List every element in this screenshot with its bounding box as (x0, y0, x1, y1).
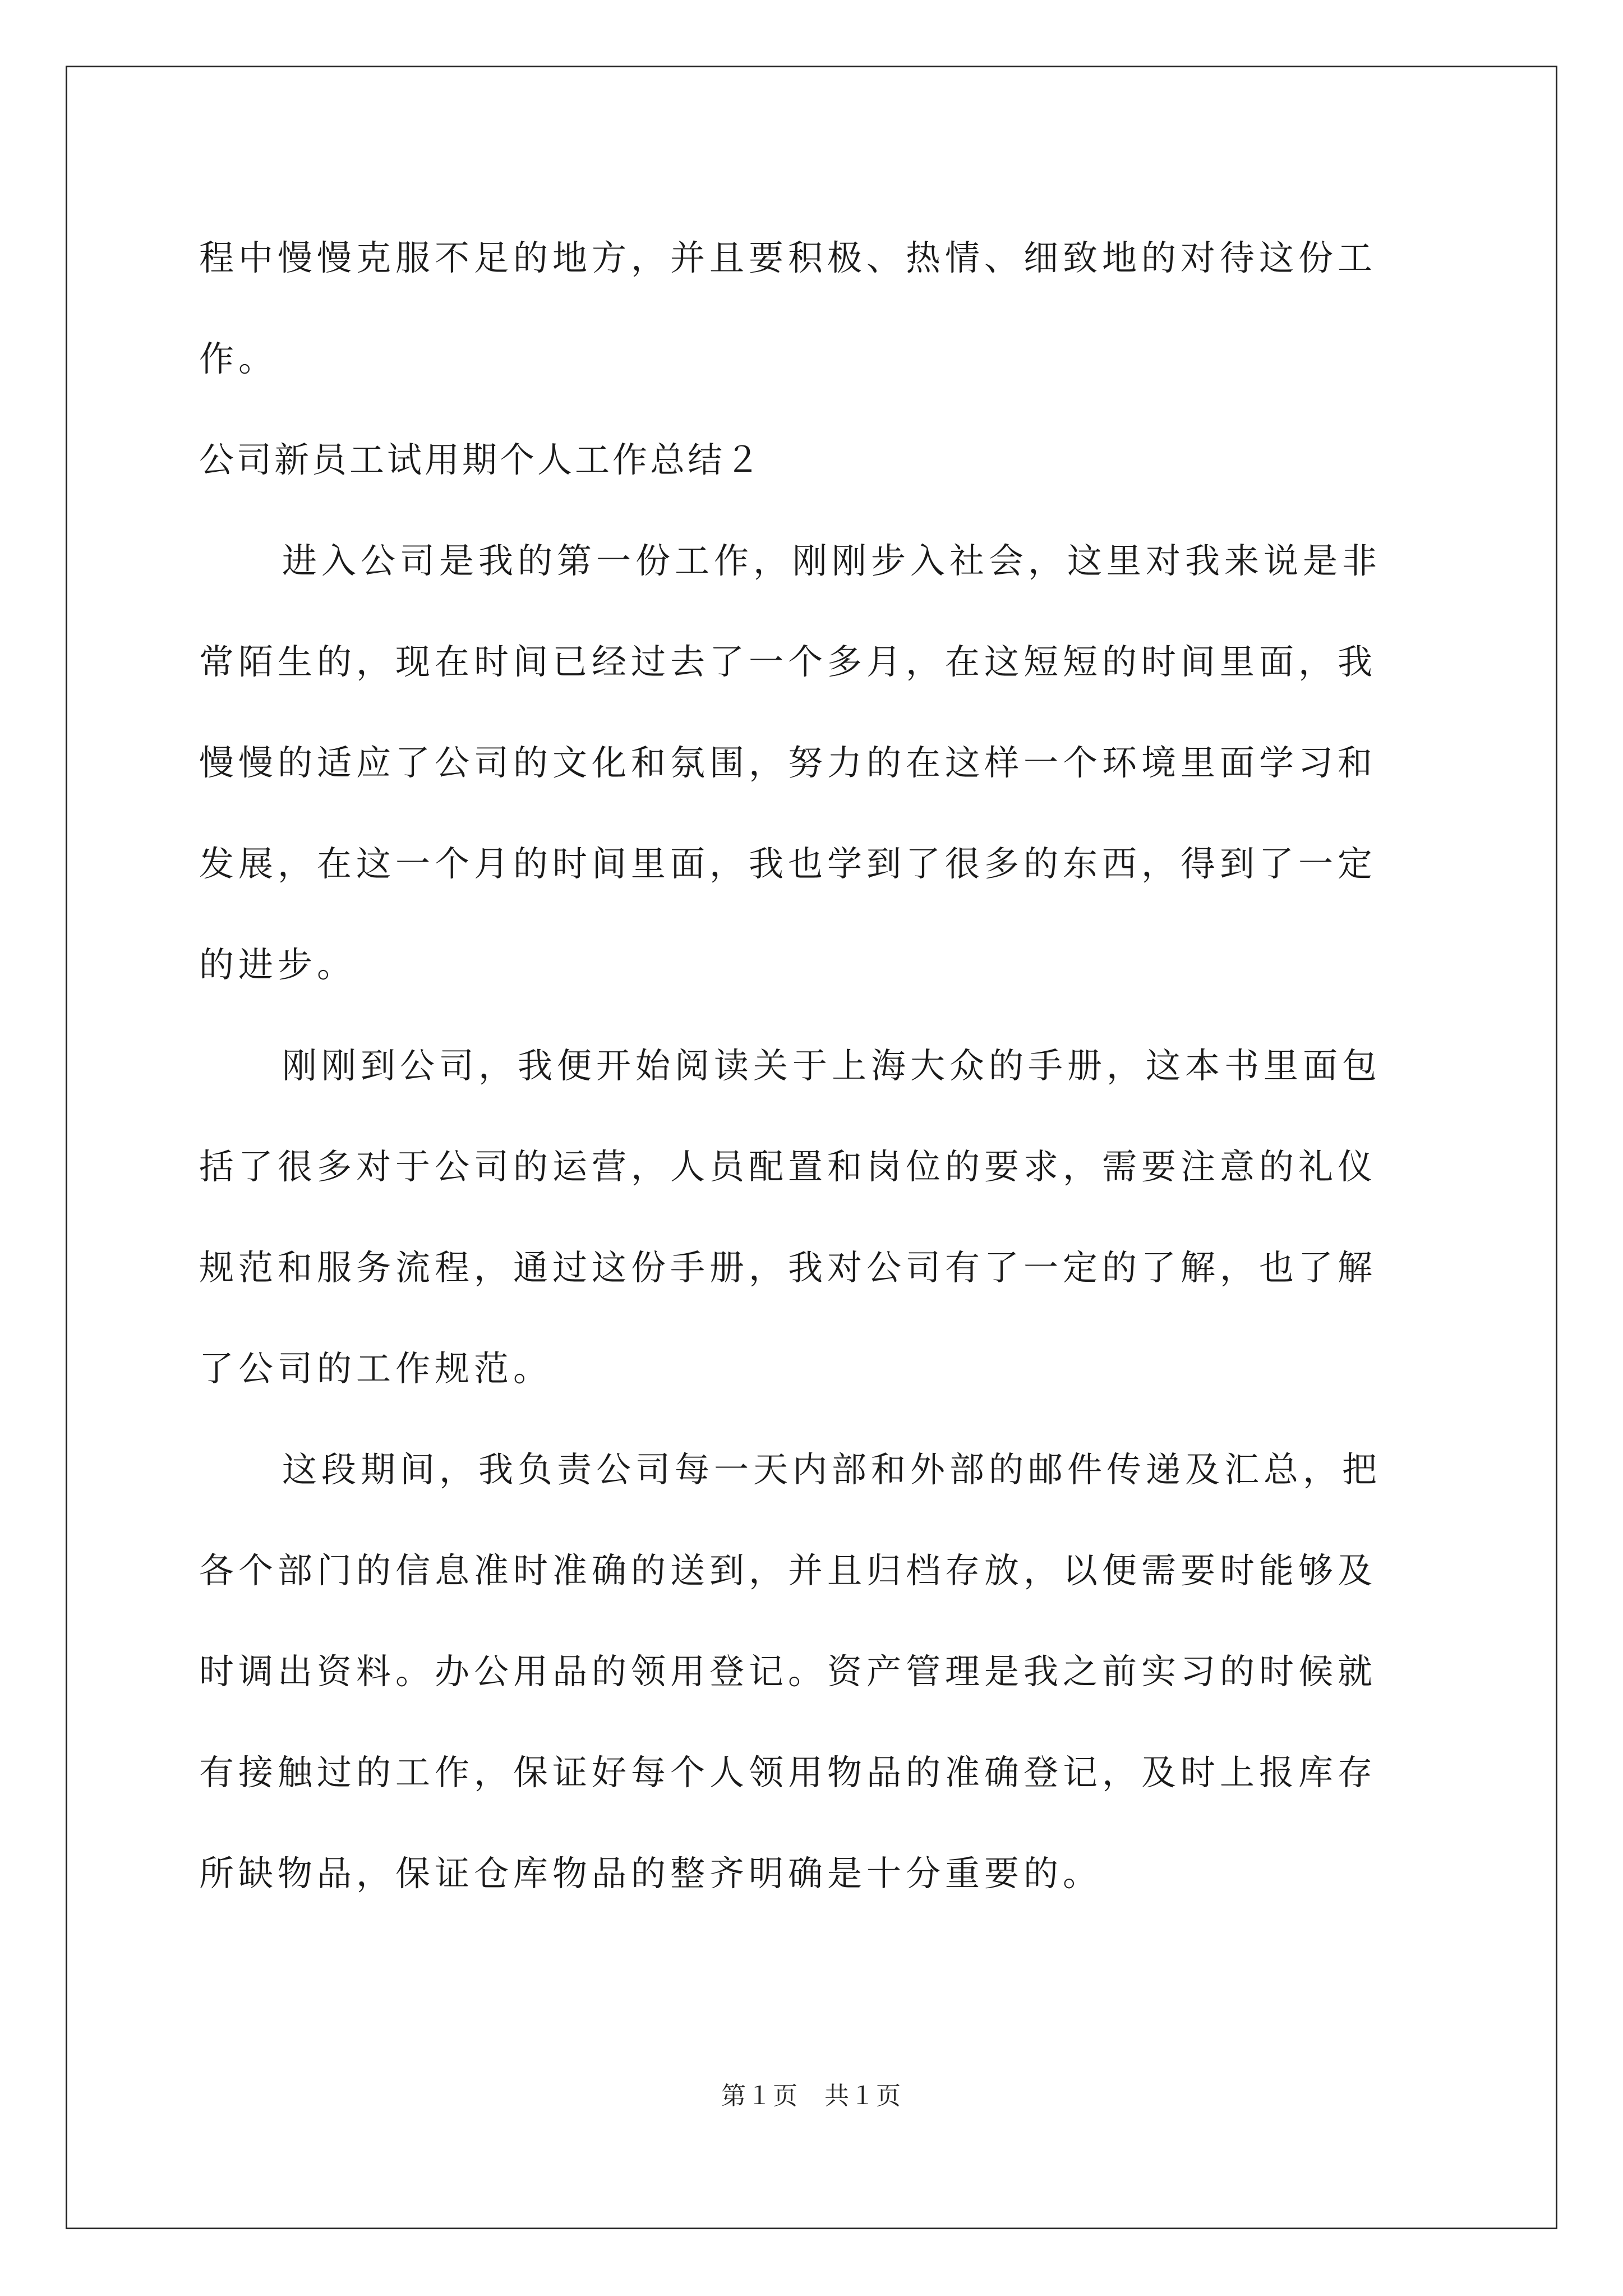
text-line: 这段期间，我负责公司每一天内部和外部的邮件传递及汇总，把 (282, 1449, 1382, 1490)
paragraph (199, 1015, 1427, 1419)
text-line: 各个部门的信息准时准确的送到，并且归档存放，以便需要时能够及 (199, 1550, 1377, 1591)
text-line: 常陌生的，现在时间已经过去了一个多月，在这短短的时间里面，我 (199, 641, 1377, 682)
text-line: 有接触过的工作，保证好每个人领用物品的准确登记，及时上报库存 (199, 1752, 1377, 1793)
text-line: 的进步。 (199, 944, 357, 985)
text-line: 所缺物品，保证仓库物品的整齐明确是十分重要的。 (199, 1853, 1103, 1894)
text-line: 慢慢的适应了公司的文化和氛围，努力的在这样一个环境里面学习和 (199, 742, 1377, 783)
text-line: 时调出资料。办公用品的领用登记。资产管理是我之前实习的时候就 (199, 1651, 1377, 1692)
text-line: 规范和服务流程，通过这份手册，我对公司有了一定的了解，也了解 (199, 1247, 1377, 1288)
paragraph (199, 1419, 1427, 1924)
document-body (199, 208, 1427, 1924)
text-line: 刚刚到公司，我便开始阅读关于上海大众的手册，这本书里面包 (282, 1045, 1382, 1086)
section-title: 公司新员工试用期个人工作总结２ (199, 439, 763, 480)
text-line: 作。 (199, 338, 278, 379)
text-line: 了公司的工作规范。 (199, 1348, 553, 1389)
page-number-footer: 第１页 共１页 (721, 2082, 902, 2110)
text-line: 进入公司是我的第一份工作，刚刚步入社会，这里对我来说是非 (282, 540, 1382, 581)
text-line: 括了很多对于公司的运营，人员配置和岗位的要求，需要注意的礼仪 (199, 1146, 1377, 1187)
paragraph (199, 510, 1427, 1015)
text-line: 程中慢慢克服不足的地方，并且要积极、热情、细致地的对待这份工 (199, 237, 1377, 278)
text-line: 发展，在这一个月的时间里面，我也学到了很多的东西，得到了一定 (199, 843, 1377, 884)
